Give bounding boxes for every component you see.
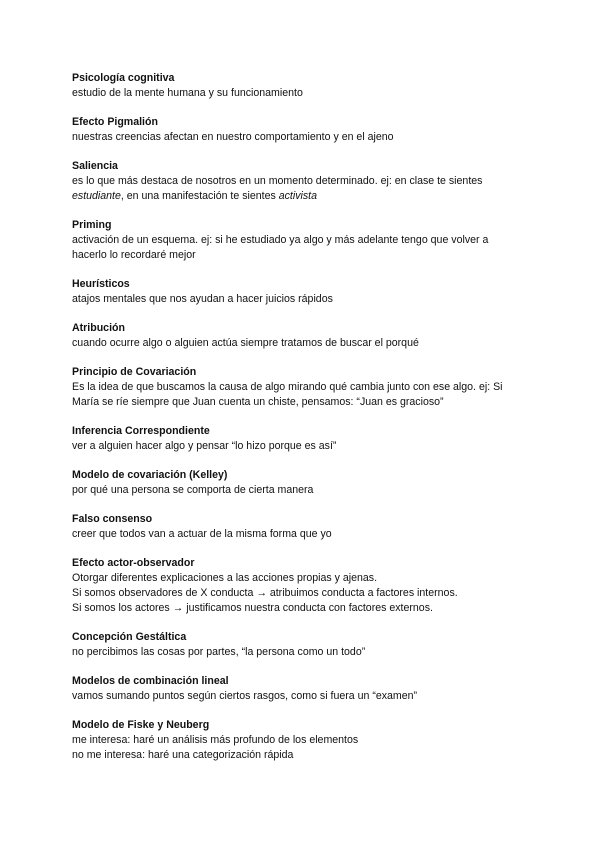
definition-line: hacerlo lo recordaré mejor	[72, 249, 196, 261]
glossary-entry	[72, 71, 303, 101]
definition-line: Si somos observadores de X conducta → atribuimos conducta a factores internos.	[72, 587, 458, 599]
definition-line: ver a alguien hacer algo y pensar “lo hizo porque es así”	[72, 440, 337, 452]
definition	[72, 483, 313, 498]
glossary-entry	[72, 277, 333, 307]
glossary-entry	[72, 718, 358, 763]
term-heading: Saliencia	[72, 160, 118, 172]
definition-text: , en una manifestación te sientes	[120, 190, 279, 202]
definition-line: nuestras creencias afectan en nuestro comportamiento y en el ajeno	[72, 131, 394, 143]
glossary-entry	[72, 365, 503, 410]
definition-line: creer que todos van a actuar de la misma forma que yo	[72, 528, 332, 540]
term-heading: Heurísticos	[72, 278, 130, 290]
definition	[72, 130, 394, 145]
glossary-entry	[72, 556, 458, 616]
term-heading: Modelos de combinación lineal	[72, 675, 229, 687]
glossary-entry	[72, 630, 365, 660]
definition-line: es lo que más destaca de nosotros en un momento determinado. ej: en clase te sientes	[72, 175, 483, 187]
definition-line: me interesa: haré un análisis más profundo de los elementos	[72, 734, 359, 746]
definition	[72, 174, 482, 204]
term-heading: Psicología cognitiva	[72, 72, 175, 84]
definition	[72, 733, 358, 763]
term-heading: Modelo de covariación (Kelley)	[72, 469, 228, 481]
glossary-entry	[72, 674, 417, 704]
definition-line: vamos sumando puntos según ciertos rasgos, como si fuera un “examen”	[72, 690, 418, 702]
definition-line: cuando ocurre algo o alguien actúa siempre tratamos de buscar el porqué	[72, 337, 419, 349]
definition	[72, 336, 419, 351]
glossary-entry	[72, 321, 419, 351]
definition-line: activación de un esquema. ej: si he estudiado ya algo y más adelante tengo que volver a	[72, 234, 489, 246]
definition-line	[72, 189, 482, 204]
definition-line: atajos mentales que nos ayudan a hacer juicios rápidos	[72, 293, 333, 305]
definition	[72, 571, 458, 616]
definition	[72, 439, 336, 454]
term-heading: Falso consenso	[72, 513, 153, 525]
term-heading: Modelo de Fiske y Neuberg	[72, 719, 210, 731]
definition	[72, 380, 503, 410]
glossary-entry	[72, 159, 482, 204]
glossary-entry	[72, 218, 488, 263]
definition-line: Otorgar diferentes explicaciones a las acciones propias y ajenas.	[72, 572, 378, 584]
definition-line: María se ríe siempre que Juan cuenta un chiste, pensamos: “Juan es gracioso”	[72, 396, 444, 408]
glossary-entry	[72, 115, 394, 145]
definition-line: Es la idea de que buscamos la causa de algo mirando qué cambia junto con ese algo. ej: Si	[72, 381, 503, 393]
definition	[72, 86, 303, 101]
term-heading: Priming	[72, 219, 112, 231]
definition	[72, 689, 417, 704]
definition-line: por qué una persona se comporta de cierta manera	[72, 484, 314, 496]
glossary-entry	[72, 468, 313, 498]
definition	[72, 292, 333, 307]
glossary-entry	[72, 512, 332, 542]
definition	[72, 233, 488, 263]
definition-line: Si somos los actores → justificamos nuestra conducta con factores externos.	[72, 602, 433, 614]
definition-line: no me interesa: haré una categorización rápida	[72, 749, 294, 761]
glossary-entry	[72, 424, 336, 454]
term-heading: Efecto actor-observador	[72, 557, 195, 569]
term-heading: Efecto Pigmalión	[72, 116, 158, 128]
term-heading: Atribución	[72, 322, 125, 334]
definition	[72, 527, 332, 542]
term-heading: Concepción Gestáltica	[72, 631, 187, 643]
definition-line: estudio de la mente humana y su funcionamiento	[72, 87, 303, 99]
term-heading: Inferencia Correspondiente	[72, 425, 210, 437]
italic-term: activista	[278, 190, 317, 202]
definition	[72, 645, 365, 660]
italic-term: estudiante	[72, 190, 121, 202]
term-heading: Principio de Covariación	[72, 366, 197, 378]
definition-line: no percibimos las cosas por partes, “la persona como un todo”	[72, 646, 366, 658]
